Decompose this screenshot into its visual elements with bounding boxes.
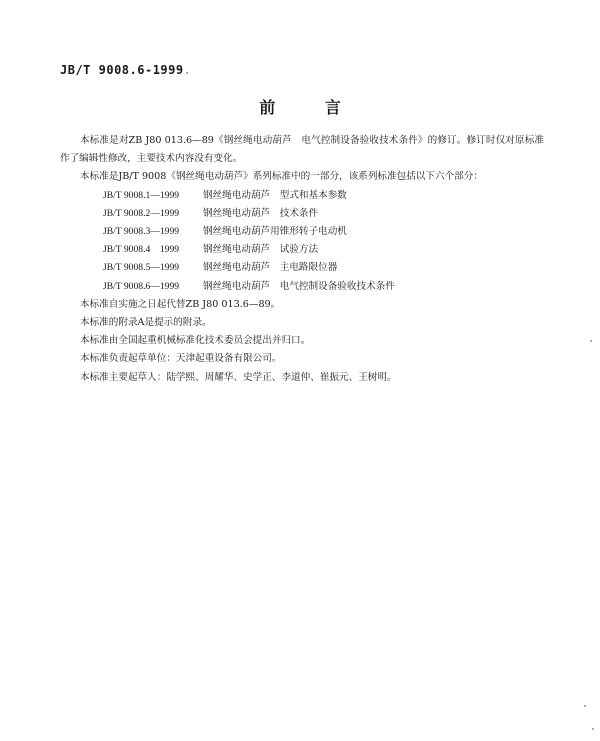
series-code: JB/T 9008.4 1999 <box>103 244 180 256</box>
series-title: 钢丝绳电动葫芦 电气控制设备验收技术条件 <box>203 280 395 292</box>
paragraph-revision: 本标准是对ZB J80 013.6—89《钢丝绳电动葫芦 电气控制设备验收技术条件》的修订。修订时仅对原标准作了编辑性修改，主要技术内容没有变化。 <box>60 135 544 165</box>
scan-speck <box>584 705 586 707</box>
paragraph-replaces: 本标准自实施之日起代替ZB J80 013.6—89。 <box>80 298 281 310</box>
scan-speck <box>590 340 592 342</box>
series-code: JB/T 9008.5—1999 <box>103 262 180 274</box>
series-title: 钢丝绳电动葫芦 技术条件 <box>203 207 319 219</box>
paragraph-appendix: 本标准的附录A是提示的附录。 <box>80 317 212 329</box>
series-code: JB/T 9008.3—1999 <box>103 226 180 238</box>
paragraph-proposer: 本标准由全国起重机械标准化技术委员会提出并归口。 <box>80 335 311 347</box>
series-item <box>60 259 544 277</box>
paragraph-drafters: 本标准主要起草人：陆学熙、周耀华、史学正、李道仲、崔振元、王树明。 <box>80 371 397 383</box>
standard-code: JB/T 9008.6-1999 <box>60 63 184 77</box>
paragraph-series-intro: 本标准是JB/T 9008《钢丝绳电动葫芦》系列标准中的一部分，该系列标准包括以下六个部分： <box>80 171 483 183</box>
series-code: JB/T 9008.2—1999 <box>103 207 180 219</box>
foreword-body <box>60 132 544 387</box>
series-title: 钢丝绳电动葫芦 主电路限位器 <box>203 262 338 274</box>
series-item <box>60 241 544 259</box>
series-code: JB/T 9008.6—1999 <box>103 280 180 292</box>
paragraph-drafting-unit: 本标准负责起草单位：天津起重设备有限公司。 <box>80 353 282 365</box>
series-title: 钢丝绳电动葫芦 试验方法 <box>203 244 319 256</box>
series-item <box>60 205 544 223</box>
series-item <box>60 223 544 241</box>
page-title: 前 言 <box>259 98 363 117</box>
series-code: JB/T 9008.1—1999 <box>103 189 180 201</box>
series-item <box>60 187 544 205</box>
series-item <box>60 278 544 296</box>
series-title: 钢丝绳电动葫芦用锥形转子电动机 <box>203 226 347 238</box>
series-title: 钢丝绳电动葫芦 型式和基本参数 <box>203 189 347 201</box>
series-list <box>60 187 544 296</box>
scan-speck <box>186 72 188 74</box>
scan-speck <box>592 728 594 730</box>
